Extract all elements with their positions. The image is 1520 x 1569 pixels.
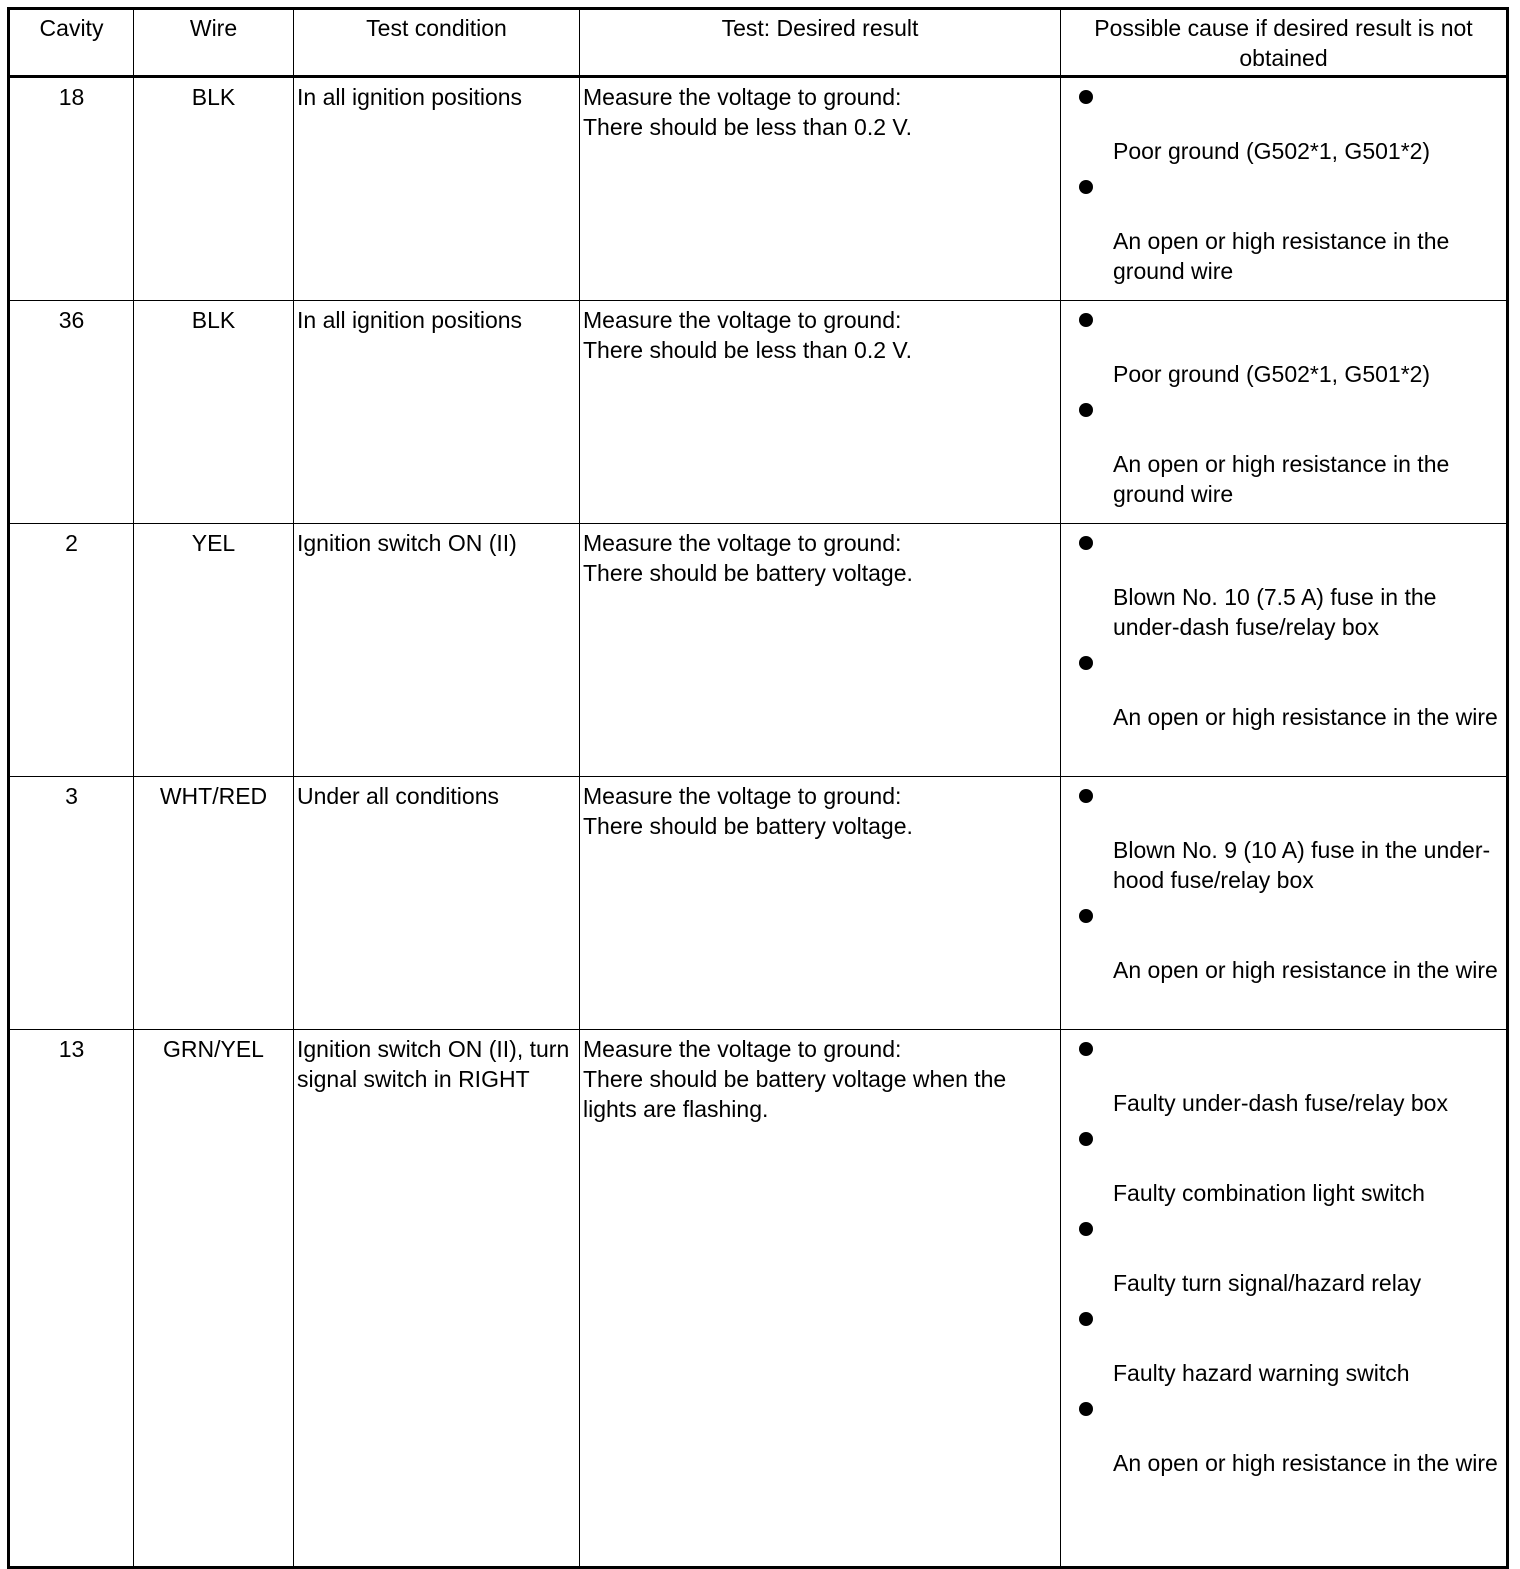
header-desired-result: Test: Desired result <box>580 9 1061 77</box>
table-row <box>9 301 1508 524</box>
cause-cell <box>1061 77 1508 301</box>
cause-item <box>1079 403 1502 509</box>
bullet-icon <box>1079 789 1093 803</box>
result-cell <box>580 77 1061 301</box>
cause-item <box>1079 90 1502 166</box>
cause-item <box>1079 656 1502 732</box>
result-cell <box>580 301 1061 524</box>
bullet-icon <box>1079 1222 1093 1236</box>
result-line: There should be less than 0.2 V. <box>583 337 913 363</box>
bullet-icon <box>1079 313 1093 327</box>
header-possible-cause: Possible cause if desired result is not obtained <box>1061 9 1508 77</box>
cause-text: Faulty turn signal/hazard relay <box>1113 1270 1422 1296</box>
cause-text: An open or high resistance in the wire <box>1113 704 1498 730</box>
cause-item <box>1079 536 1502 642</box>
cause-text: Poor ground (G502*1, G501*2) <box>1113 361 1431 387</box>
table-row <box>9 1030 1508 1568</box>
condition-cell: In all ignition positions <box>294 77 580 301</box>
result-line: Measure the voltage to ground: <box>583 530 902 556</box>
cause-text: Faulty combination light switch <box>1113 1180 1425 1206</box>
condition-cell: In all ignition positions <box>294 301 580 524</box>
bullet-icon <box>1079 1312 1093 1326</box>
header-test-condition: Test condition <box>294 9 580 77</box>
cavity-cell: 2 <box>9 524 134 777</box>
condition-cell: Ignition switch ON (II), turn signal switch in RIGHT <box>294 1030 580 1568</box>
cause-cell <box>1061 1030 1508 1568</box>
cause-item <box>1079 909 1502 985</box>
cause-text: Blown No. 10 (7.5 A) fuse in the under-dash fuse/relay box <box>1113 584 1437 640</box>
wire-cell: WHT/RED <box>134 777 294 1030</box>
wire-cell: BLK <box>134 77 294 301</box>
cause-item <box>1079 1222 1502 1298</box>
cause-cell <box>1061 301 1508 524</box>
bullet-icon <box>1079 909 1093 923</box>
result-line: There should be battery voltage. <box>583 560 913 586</box>
cavity-cell: 13 <box>9 1030 134 1568</box>
table-row <box>9 77 1508 301</box>
cause-text: Faulty under-dash fuse/relay box <box>1113 1090 1448 1116</box>
result-line: Measure the voltage to ground: <box>583 84 902 110</box>
result-cell <box>580 524 1061 777</box>
result-cell <box>580 777 1061 1030</box>
cause-item <box>1079 1132 1502 1208</box>
cause-text: An open or high resistance in the wire <box>1113 957 1498 983</box>
result-cell <box>580 1030 1061 1568</box>
cause-text: Faulty hazard warning switch <box>1113 1360 1410 1386</box>
cavity-cell: 3 <box>9 777 134 1030</box>
condition-cell: Ignition switch ON (II) <box>294 524 580 777</box>
bullet-icon <box>1079 90 1093 104</box>
cause-item <box>1079 1402 1502 1478</box>
result-line: There should be battery voltage when the lights are flashing. <box>583 1066 1007 1122</box>
header-wire: Wire <box>134 9 294 77</box>
result-line: There should be less than 0.2 V. <box>583 114 913 140</box>
cause-text: Poor ground (G502*1, G501*2) <box>1113 138 1431 164</box>
result-line: Measure the voltage to ground: <box>583 783 902 809</box>
bullet-icon <box>1079 403 1093 417</box>
result-line: Measure the voltage to ground: <box>583 307 902 333</box>
result-line: Measure the voltage to ground: <box>583 1036 902 1062</box>
wire-cell: BLK <box>134 301 294 524</box>
bullet-icon <box>1079 656 1093 670</box>
cavity-cell: 18 <box>9 77 134 301</box>
cause-cell <box>1061 777 1508 1030</box>
bullet-icon <box>1079 1132 1093 1146</box>
wire-cell: YEL <box>134 524 294 777</box>
cause-item <box>1079 1042 1502 1118</box>
cause-item <box>1079 313 1502 389</box>
bullet-icon <box>1079 180 1093 194</box>
condition-cell: Under all conditions <box>294 777 580 1030</box>
result-line: There should be battery voltage. <box>583 813 913 839</box>
bullet-icon <box>1079 536 1093 550</box>
cause-text: An open or high resistance in the ground wire <box>1113 451 1450 507</box>
cause-item <box>1079 1312 1502 1388</box>
cause-cell <box>1061 524 1508 777</box>
header-cavity: Cavity <box>9 9 134 77</box>
cause-text: Blown No. 9 (10 A) fuse in the under-hood fuse/relay box <box>1113 837 1491 893</box>
connector-test-table <box>7 7 1509 1569</box>
bullet-icon <box>1079 1402 1093 1416</box>
table-row <box>9 777 1508 1030</box>
bullet-icon <box>1079 1042 1093 1056</box>
cause-item <box>1079 789 1502 895</box>
cause-item <box>1079 180 1502 286</box>
wire-cell: GRN/YEL <box>134 1030 294 1568</box>
cavity-cell: 36 <box>9 301 134 524</box>
table-row <box>9 524 1508 777</box>
cause-text: An open or high resistance in the ground wire <box>1113 228 1450 284</box>
cause-text: An open or high resistance in the wire <box>1113 1450 1498 1476</box>
header-row <box>9 9 1508 77</box>
